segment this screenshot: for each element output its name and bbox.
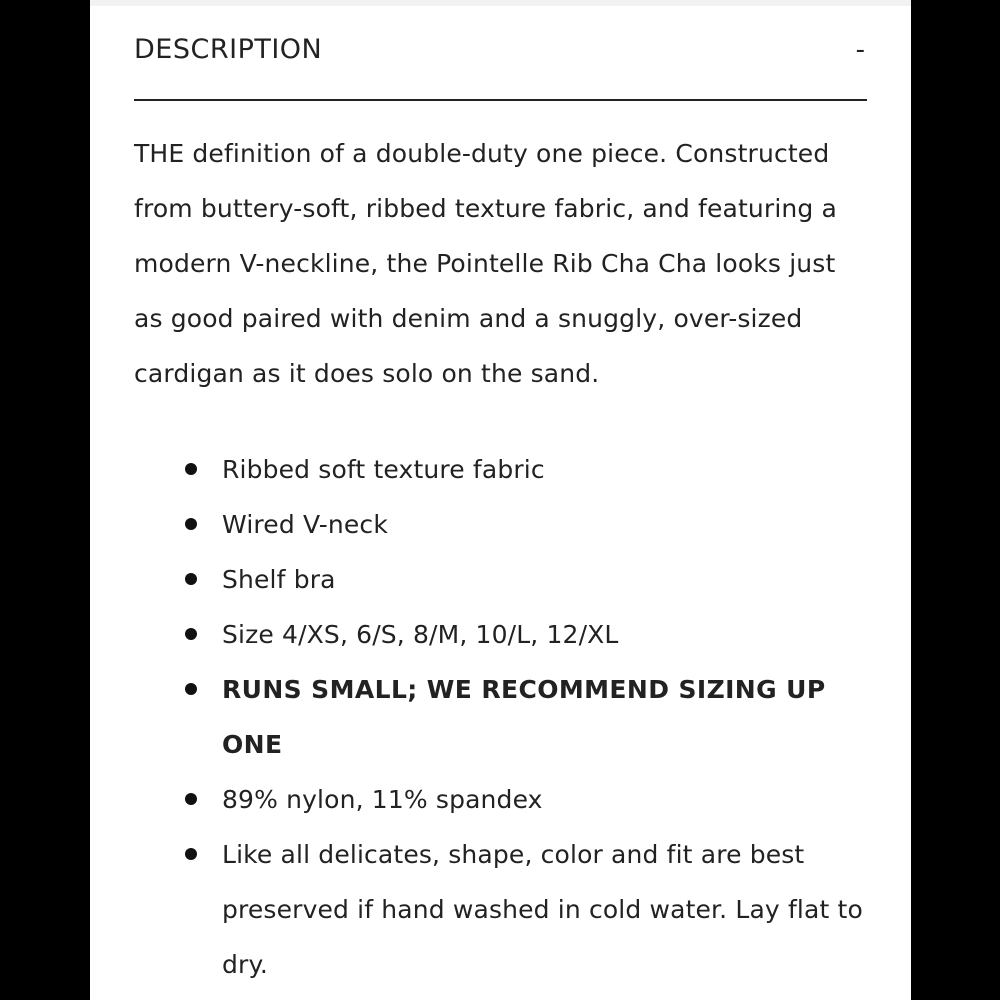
bullet-dot-icon xyxy=(185,793,197,805)
sizing-warning-text: RUNS SMALL; WE RECOMMEND SIZING UP ONE xyxy=(222,675,826,759)
feature-text: Wired V-neck xyxy=(222,510,388,539)
bullet-dot-icon xyxy=(185,628,197,640)
section-title: DESCRIPTION xyxy=(134,34,323,65)
bullet-dot-icon xyxy=(185,848,197,860)
header-divider xyxy=(134,99,867,101)
feature-text: Ribbed soft texture fabric xyxy=(222,455,545,484)
feature-item-emphasis xyxy=(134,662,867,772)
bullet-dot-icon xyxy=(185,463,197,475)
left-letterbox-bar xyxy=(0,0,90,1000)
feature-text: Like all delicates, shape, color and fit are best preserved if hand washed in cold water. Lay flat to dry. xyxy=(222,840,863,979)
feature-text: Shelf bra xyxy=(222,565,336,594)
feature-item xyxy=(134,442,867,497)
feature-text: Size 4/XS, 6/S, 8/M, 10/L, 12/XL xyxy=(222,620,619,649)
feature-list xyxy=(134,442,867,992)
description-accordion-header[interactable] xyxy=(134,30,867,72)
bullet-dot-icon xyxy=(185,573,197,585)
feature-item xyxy=(134,827,867,992)
top-edge-strip xyxy=(90,0,911,6)
feature-item xyxy=(134,607,867,662)
right-letterbox-bar xyxy=(911,0,1000,1000)
collapse-toggle-icon[interactable]: - xyxy=(855,35,865,65)
feature-item xyxy=(134,772,867,827)
feature-item xyxy=(134,497,867,552)
bullet-dot-icon xyxy=(185,683,197,695)
feature-item xyxy=(134,552,867,607)
description-paragraph: THE definition of a double-duty one piece. Constructed from buttery-soft, ribbed texture fabric, and featuring a modern V-neckline, the Pointelle Rib Cha Cha looks just as good paired with denim and a snuggly, over-sized cardigan as it does solo on the sand. xyxy=(134,139,837,388)
feature-text: 89% nylon, 11% spandex xyxy=(222,785,543,814)
bullet-dot-icon xyxy=(185,518,197,530)
